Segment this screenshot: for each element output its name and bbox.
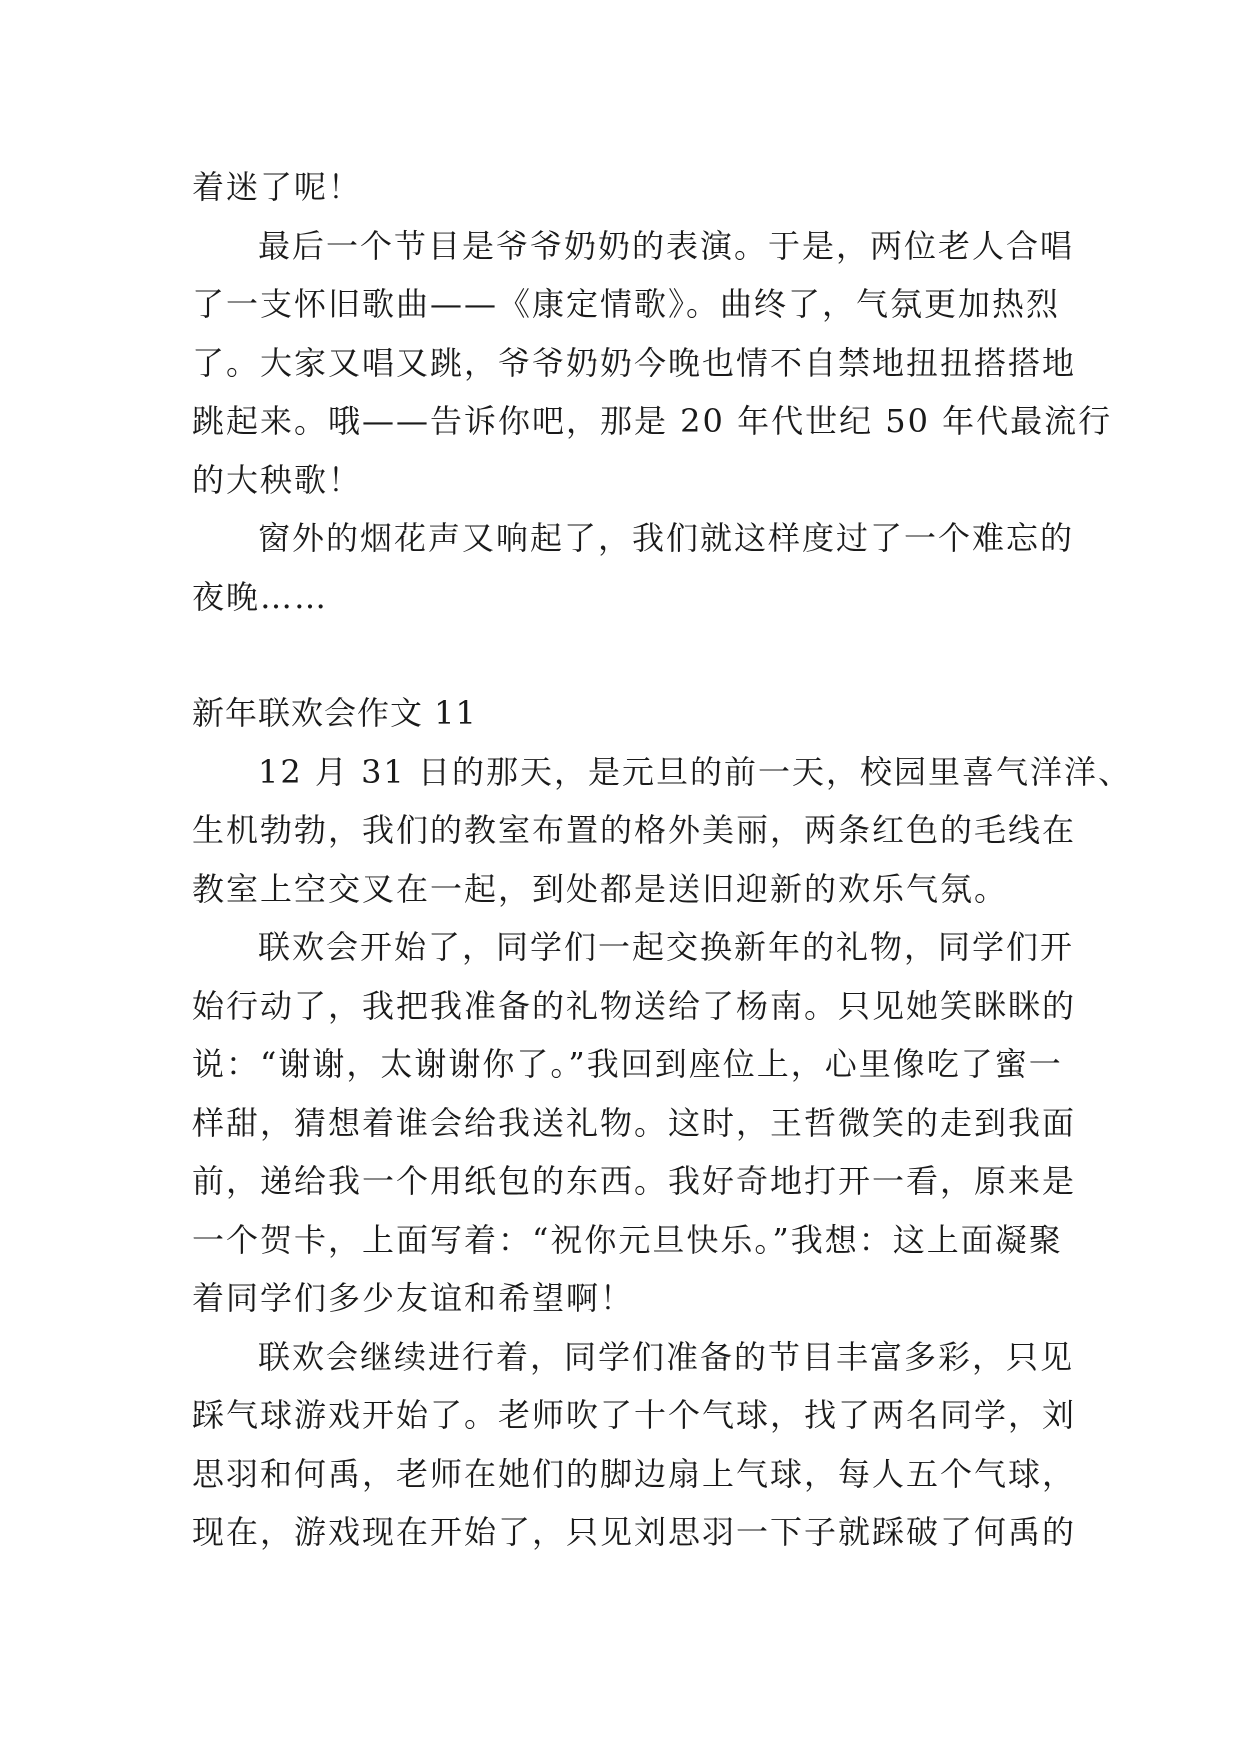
paragraph-line: 窗外的烟花声又响起了，我们就这样度过了一个难忘的	[258, 519, 1075, 557]
essay-text	[192, 158, 1132, 1562]
paragraph-line: 联欢会开始了，同学们一起交换新年的礼物，同学们开	[258, 928, 1075, 966]
paragraph-line: 始行动了，我把我准备的礼物送给了杨南。只见她笑眯眯的	[192, 986, 1077, 1025]
paragraph-line: 思羽和何禹，老师在她们的脚边扇上气球，每人五个气球，	[192, 1454, 1077, 1493]
paragraph-line: 着迷了呢！	[192, 168, 363, 206]
paragraph-line: 说：“谢谢，太谢谢你了。”我回到座位上，心里像吃了蜜一	[192, 1045, 1063, 1083]
paragraph-line: 生机勃勃，我们的教室布置的格外美丽，两条红色的毛线在	[192, 811, 1077, 849]
paragraph-line: 了。大家又唱又跳，爷爷奶奶今晚也情不自禁地扭扭搭搭地	[192, 343, 1077, 382]
paragraph-line: 现在，游戏现在开始了，只见刘思羽一下子就踩破了何禹的	[192, 1513, 1077, 1551]
paragraph-line: 了一支怀旧歌曲——《康定情歌》。曲终了，气氛更加热烈	[192, 285, 1061, 323]
essay-title: 新年联欢会作文 11	[192, 694, 477, 732]
paragraph-line: 夜晚……	[192, 577, 329, 616]
paragraph-line: 跳起来。哦——告诉你吧，那是 20 年代世纪 50 年代最流行	[192, 402, 1113, 440]
paragraph-line: 12 月 31 日的那天，是元旦的前一天，校园里喜气洋洋、	[258, 752, 1132, 791]
paragraph-line: 的大秧歌！	[192, 460, 363, 499]
paragraph-line: 联欢会继续进行着，同学们准备的节目丰富多彩，只见	[258, 1337, 1075, 1376]
paragraph-line: 踩气球游戏开始了。老师吹了十个气球，找了两名同学，刘	[192, 1396, 1077, 1434]
section-gap	[192, 626, 1072, 684]
paragraph-line: 最后一个节目是爷爷奶奶的表演。于是，两位老人合唱	[258, 226, 1075, 265]
paragraph-line: 教室上空交叉在一起，到处都是送旧迎新的欢乐气氛。	[192, 869, 1009, 908]
paragraph-line: 着同学们多少友谊和希望啊！	[192, 1279, 635, 1317]
paragraph-line: 前，递给我一个用纸包的东西。我好奇地打开一看，原来是	[192, 1162, 1077, 1200]
paragraph-line: 样甜，猜想着谁会给我送礼物。这时，王哲微笑的走到我面	[192, 1103, 1077, 1142]
paragraph-line: 一个贺卡，上面写着：“祝你元旦快乐。”我想：这上面凝聚	[192, 1220, 1063, 1259]
